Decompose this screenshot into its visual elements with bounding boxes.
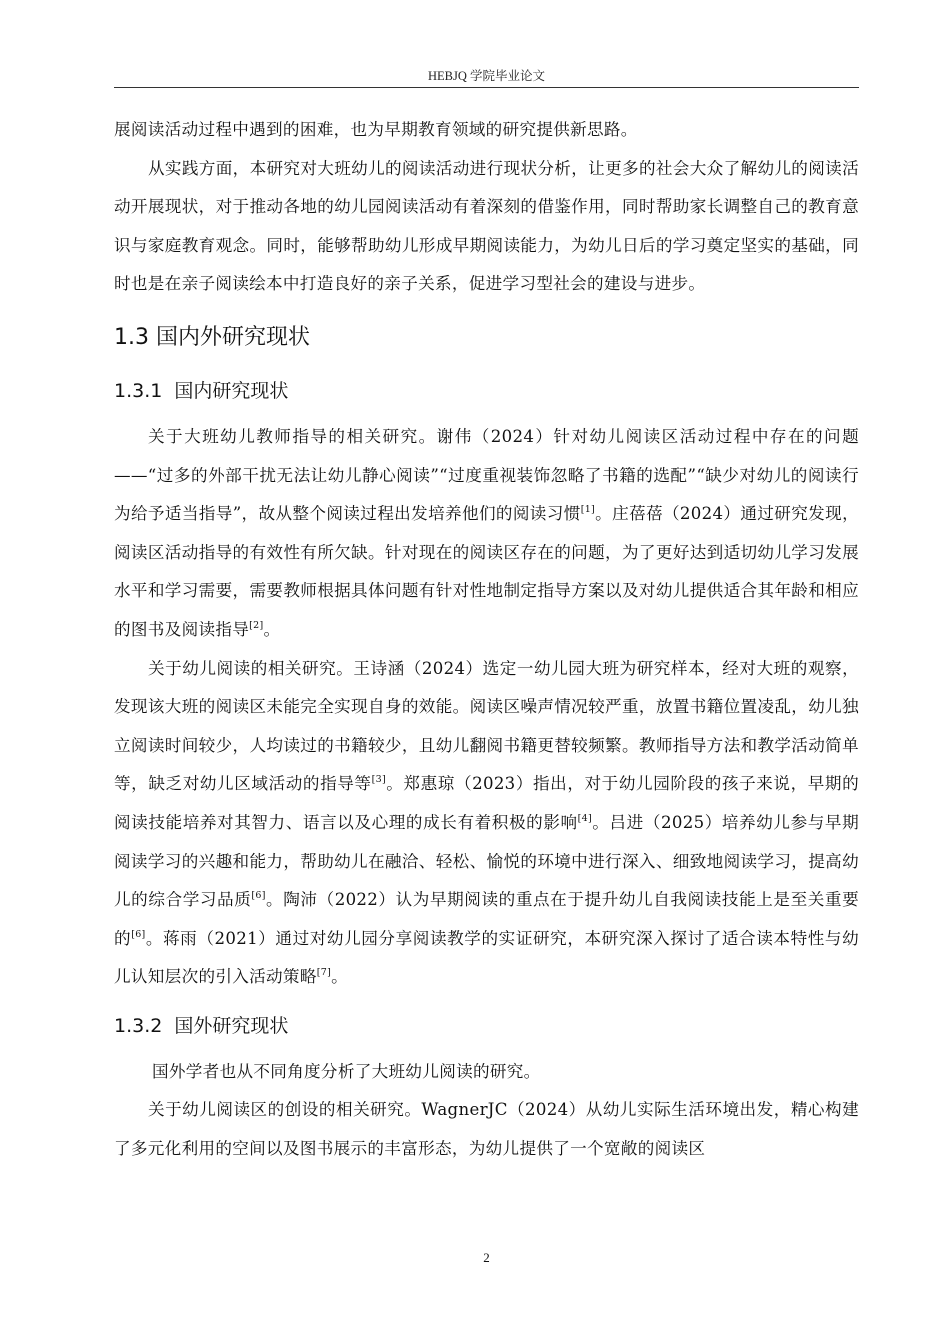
document-body <box>114 111 859 1169</box>
section-heading-1-3-1 <box>114 370 859 412</box>
citation-ref: [6] <box>251 890 266 902</box>
text-run: 。郑惠琼（2023）指出，对于幼儿园阶段的孩子来说，早期的阅读技能培养对其智力、语言以及心理的成长有着积极的影响 <box>114 774 860 832</box>
text-run: 。 <box>331 967 348 987</box>
text-run: 关于大班幼儿教师指导的相关研究。谢伟（2024）针对幼儿阅读区活动过程中存在的问题——“过多的外部干扰无法让幼儿静心阅读”“过度重视装饰忽略了书籍的选配”“缺少对幼儿的阅读行为给予适当指导”，故从整个阅读过程出发培养他们的阅读习惯 <box>114 426 859 524</box>
header-divider <box>114 87 859 88</box>
text-run: 。 <box>263 619 281 639</box>
paragraph-teacher-guidance <box>114 418 859 650</box>
section-title: 国外研究现状 <box>174 1014 289 1037</box>
paragraph-continuation: 展阅读活动过程中遇到的困难，也为早期教育领域的研究提供新思路。 <box>114 120 638 139</box>
text-run: 关于幼儿阅读的相关研究。王诗涵（2024）选定一幼儿园大班为研究样本，经对大班的观察，发现该大班的阅读区未能完全实现自身的效能。阅读区噪声情况较严重，放置书籍位置凌乱，幼儿独立阅读时间较少，人均读过的书籍较少，且幼儿翻阅书籍更替较频繁。教师指导方法和教学活动简单等，缺乏对幼儿区域活动的指导等 <box>114 658 859 794</box>
section-heading-1-3-2 <box>114 1005 859 1047</box>
paragraph-foreign-intro: 国外学者也从不同角度分析了大班幼儿阅读的研究。 <box>152 1061 541 1081</box>
citation-ref: [6] <box>131 928 146 940</box>
page-number: 2 <box>483 1250 490 1265</box>
citation-ref: [4] <box>577 812 593 824</box>
text-run: 。吕进（2025）培养幼儿参与早期阅读学习的兴趣和能力，帮助幼儿在融洽、轻松、愉悦的环境中进行深入、细致地阅读学习，提高幼儿的综合学习品质 <box>114 812 859 910</box>
citation-ref: [2] <box>249 619 264 631</box>
paragraph-child-reading <box>114 650 859 997</box>
page-header: HEBJQ 学院毕业论文 <box>427 69 546 83</box>
text-run: 。陶沛（2022）认为早期阅读的重点在于提升幼儿自我阅读技能上是至关重要的 <box>114 890 859 948</box>
citation-ref: [7] <box>316 967 332 979</box>
section-number: 1.3.2 <box>114 1014 163 1037</box>
section-title: 国内研究现状 <box>174 379 289 402</box>
paragraph-reading-area: 关于幼儿阅读区的创设的相关研究。WagnerJC（2024）从幼儿实际生活环境出发，精心构建了多元化利用的空间以及图书展示的丰富形态，为幼儿提供了一个宽敞的阅读区 <box>114 1100 859 1159</box>
citation-ref: [3] <box>371 774 386 786</box>
section-heading-1-3: 1.3 国内外研究现状 <box>114 324 310 350</box>
text-run: 。蒋雨（2021）通过对幼儿园分享阅读教学的实证研究，本研究深入探讨了适合读本特性与幼儿认知层次的引入活动策略 <box>114 928 859 987</box>
text-run: 。庄蓓蓓（2024）通过研究发现，阅读区活动指导的有效性有所欠缺。针对现在的阅读区存在的问题，为了更好达到适切幼儿学习发展水平和学习需要，需要教师根据具体问题有针对性地制定指导方案以及对幼儿提供适合其年龄和相应的图书及阅读指导 <box>114 504 859 639</box>
section-number: 1.3.1 <box>114 379 163 402</box>
paragraph-practical-significance: 从实践方面，本研究对大班幼儿的阅读活动进行现状分析，让更多的社会大众了解幼儿的阅读活动开展现状，对于推动各地的幼儿园阅读活动有着深刻的借鉴作用，同时帮助家长调整自己的教育意识与家庭教育观念。同时，能够帮助幼儿形成早期阅读能力，为幼儿日后的学习奠定坚实的基础，同时也是在亲子阅读绘本中打造良好的亲子关系，促进学习型社会的建设与进步。 <box>114 158 859 294</box>
citation-ref: [1] <box>580 504 596 516</box>
